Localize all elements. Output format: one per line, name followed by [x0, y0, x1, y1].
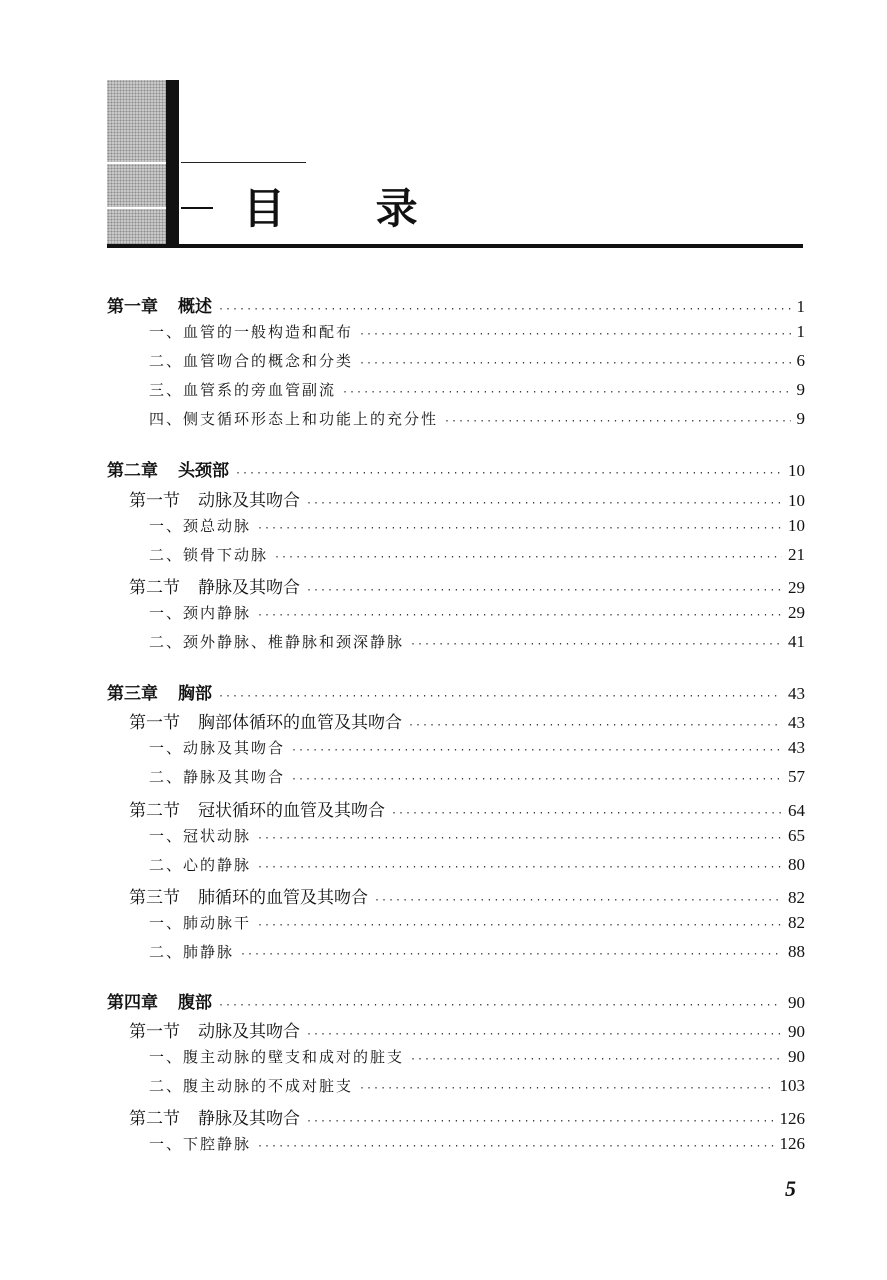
toc-entry-label	[129, 1017, 306, 1042]
toc-entry-label	[149, 1046, 410, 1067]
toc-page-number: 21	[788, 545, 805, 564]
toc-entry-label	[149, 321, 359, 342]
toc-entry-label	[149, 737, 291, 758]
toc-entry-title: 头颈部	[178, 461, 229, 481]
toc-entry-title: 概述	[178, 297, 212, 317]
toc-page-number: 9	[796, 380, 805, 399]
toc-page-number: 43	[788, 713, 805, 732]
toc-item-row[interactable]	[149, 321, 805, 349]
toc-chapter-row[interactable]	[107, 456, 805, 484]
toc-leader-dots	[342, 387, 790, 398]
toc-page-number: 126	[779, 1109, 805, 1128]
toc-entry-title: 一、肺动脉干	[149, 914, 252, 932]
toc-entry-title: 动脉及其吻合	[198, 491, 300, 511]
toc-leader-dots	[306, 498, 782, 509]
toc-section-row[interactable]	[129, 708, 805, 736]
toc-entry-label	[149, 544, 274, 565]
header-black-bar	[166, 80, 179, 246]
toc-leader-dots	[359, 1083, 773, 1094]
header-gray-divider	[107, 162, 167, 164]
toc-item-row[interactable]	[149, 1133, 805, 1161]
header-dash	[181, 207, 213, 209]
toc-page-number: 1	[796, 297, 805, 316]
toc-entry-number: 第三章	[107, 684, 158, 704]
toc-page-number: 29	[788, 578, 805, 597]
toc-entry-title: 静脉及其吻合	[198, 578, 300, 598]
toc-entry-title: 二、血管吻合的概念和分类	[149, 352, 354, 370]
toc-leader-dots	[257, 833, 782, 844]
toc-entry-number: 第一章	[107, 297, 158, 317]
toc-item-row[interactable]	[149, 1046, 805, 1074]
toc-leader-dots	[291, 774, 782, 785]
toc-entry-label	[107, 292, 218, 317]
toc-leader-dots	[274, 552, 782, 563]
toc-entry-title: 胸部	[178, 684, 212, 704]
header-thin-rule	[181, 162, 306, 163]
toc-entry-number: 第二节	[129, 1109, 180, 1129]
toc-leader-dots	[306, 585, 782, 596]
toc-entry-label	[149, 350, 359, 371]
toc-entry-label	[149, 825, 257, 846]
toc-entry-label	[107, 988, 218, 1013]
toc-page-number: 1	[796, 322, 805, 341]
toc-page-number: 43	[788, 684, 805, 703]
toc-page-number: 64	[788, 801, 805, 820]
toc-leader-dots	[235, 468, 782, 479]
toc-page-number: 126	[779, 1134, 805, 1153]
toc-leader-dots	[359, 329, 790, 340]
toc-item-row[interactable]	[149, 854, 805, 882]
toc-entry-title: 一、颈内静脉	[149, 604, 252, 622]
toc-page-number: 88	[788, 942, 805, 961]
toc-entry-label	[149, 912, 257, 933]
toc-entry-number: 第一节	[129, 713, 180, 733]
toc-page-number: 29	[788, 603, 805, 622]
toc-entry-title: 腹部	[178, 993, 212, 1013]
toc-page-number: 82	[788, 888, 805, 907]
toc-item-row[interactable]	[149, 544, 805, 572]
toc-leader-dots	[306, 1116, 774, 1127]
toc-entry-number: 第一节	[129, 491, 180, 511]
toc-section-row[interactable]	[129, 883, 805, 911]
toc-item-row[interactable]	[149, 602, 805, 630]
toc-entry-title: 一、腹主动脉的壁支和成对的脏支	[149, 1048, 405, 1066]
toc-entry-label	[129, 1104, 306, 1129]
toc-page-number: 90	[788, 1022, 805, 1041]
toc-entry-title: 一、冠状动脉	[149, 827, 252, 845]
toc-entry-label	[149, 766, 291, 787]
toc-item-row[interactable]	[149, 515, 805, 543]
toc-section-row[interactable]	[129, 1017, 805, 1045]
toc-entry-number: 第二节	[129, 578, 180, 598]
toc-entry-number: 第二章	[107, 461, 158, 481]
toc-entry-label	[107, 456, 235, 481]
toc-entry-label	[149, 379, 342, 400]
toc-entry-title: 四、侧支循环形态上和功能上的充分性	[149, 410, 439, 428]
toc-section-row[interactable]	[129, 796, 805, 824]
toc-entry-label	[107, 679, 218, 704]
toc-entry-label	[149, 602, 257, 623]
toc-entry-title: 冠状循环的血管及其吻合	[198, 801, 385, 821]
toc-leader-dots	[410, 1054, 782, 1065]
toc-entry-label	[149, 408, 444, 429]
page-number: 5	[785, 1176, 796, 1201]
toc-entry-label	[149, 854, 257, 875]
toc-entry-label	[129, 573, 306, 598]
toc-item-row[interactable]	[149, 350, 805, 378]
toc-page-number: 6	[796, 351, 805, 370]
toc-entry-label	[149, 515, 257, 536]
toc-leader-dots	[257, 610, 782, 621]
toc-entry-title: 一、颈总动脉	[149, 517, 252, 535]
header-thick-rule	[107, 244, 803, 248]
toc-entry-title: 二、腹主动脉的不成对脏支	[149, 1077, 354, 1095]
toc-leader-dots	[257, 1141, 773, 1152]
toc-entry-label	[149, 941, 240, 962]
toc-entry-label	[129, 883, 374, 908]
toc-entry-title: 二、锁骨下动脉	[149, 546, 269, 564]
toc-item-row[interactable]	[149, 737, 805, 765]
toc-leader-dots	[257, 523, 782, 534]
toc-entry-title: 静脉及其吻合	[198, 1109, 300, 1129]
toc-page-number: 10	[788, 461, 805, 480]
toc-entry-title: 动脉及其吻合	[198, 1022, 300, 1042]
toc-leader-dots	[374, 895, 782, 906]
toc-page-number: 57	[788, 767, 805, 786]
toc-item-row[interactable]	[149, 408, 805, 436]
toc-entry-title: 一、动脉及其吻合	[149, 739, 286, 757]
toc-entry-number: 第二节	[129, 801, 180, 821]
toc-entry-title: 二、颈外静脉、椎静脉和颈深静脉	[149, 633, 405, 651]
toc-page-number: 103	[779, 1076, 805, 1095]
toc-entry-label	[129, 796, 391, 821]
toc-leader-dots	[240, 949, 782, 960]
toc-leader-dots	[218, 304, 791, 315]
toc-entry-title: 二、静脉及其吻合	[149, 768, 286, 786]
toc-leader-dots	[444, 416, 790, 427]
toc-page-number: 10	[788, 491, 805, 510]
toc-chapter-row[interactable]	[107, 988, 805, 1016]
toc-item-row[interactable]	[149, 825, 805, 853]
toc-entry-title: 三、血管系的旁血管副流	[149, 381, 337, 399]
toc-entry-label	[149, 631, 410, 652]
toc-section-row[interactable]	[129, 486, 805, 514]
toc-item-row[interactable]	[149, 766, 805, 794]
toc-entry-title: 胸部体循环的血管及其吻合	[198, 713, 402, 733]
toc-leader-dots	[218, 691, 782, 702]
toc-page-number: 9	[796, 409, 805, 428]
toc-page-number: 41	[788, 632, 805, 651]
toc-page-number: 10	[788, 516, 805, 535]
toc-item-row[interactable]	[149, 379, 805, 407]
toc-entry-label	[129, 708, 408, 733]
toc-page-number: 80	[788, 855, 805, 874]
toc-item-row[interactable]	[149, 941, 805, 969]
toc-leader-dots	[408, 720, 782, 731]
page-title: 目 录	[243, 184, 456, 233]
toc-entry-title: 二、心的静脉	[149, 856, 252, 874]
toc-leader-dots	[257, 862, 782, 873]
toc-page-number: 90	[788, 993, 805, 1012]
toc-item-row[interactable]	[149, 912, 805, 940]
toc-leader-dots	[291, 745, 782, 756]
toc-entry-title: 一、下腔静脉	[149, 1135, 252, 1153]
toc-entry-number: 第一节	[129, 1022, 180, 1042]
toc-entry-title: 一、血管的一般构造和配布	[149, 323, 354, 341]
toc-page-number: 43	[788, 738, 805, 757]
toc-section-row[interactable]	[129, 573, 805, 601]
toc-item-row[interactable]	[149, 631, 805, 659]
toc-entry-label	[129, 486, 306, 511]
toc-entry-number: 第三节	[129, 888, 180, 908]
toc-leader-dots	[391, 808, 782, 819]
toc-section-row[interactable]	[129, 1104, 805, 1132]
toc-item-row[interactable]	[149, 1075, 805, 1103]
toc-entry-number: 第四章	[107, 993, 158, 1013]
toc-entry-title: 肺循环的血管及其吻合	[198, 888, 368, 908]
toc-leader-dots	[410, 639, 782, 650]
toc-chapter-row[interactable]	[107, 679, 805, 707]
toc-leader-dots	[359, 358, 790, 369]
toc-leader-dots	[257, 920, 782, 931]
toc-page-number: 90	[788, 1047, 805, 1066]
toc-page-number: 82	[788, 913, 805, 932]
header-gray-divider	[107, 207, 167, 209]
toc-leader-dots	[218, 1000, 782, 1011]
toc-page-number: 65	[788, 826, 805, 845]
toc-chapter-row[interactable]	[107, 292, 805, 320]
toc-entry-label	[149, 1075, 359, 1096]
toc-entry-title: 二、肺静脉	[149, 943, 235, 961]
toc-leader-dots	[306, 1029, 782, 1040]
toc-entry-label	[149, 1133, 257, 1154]
